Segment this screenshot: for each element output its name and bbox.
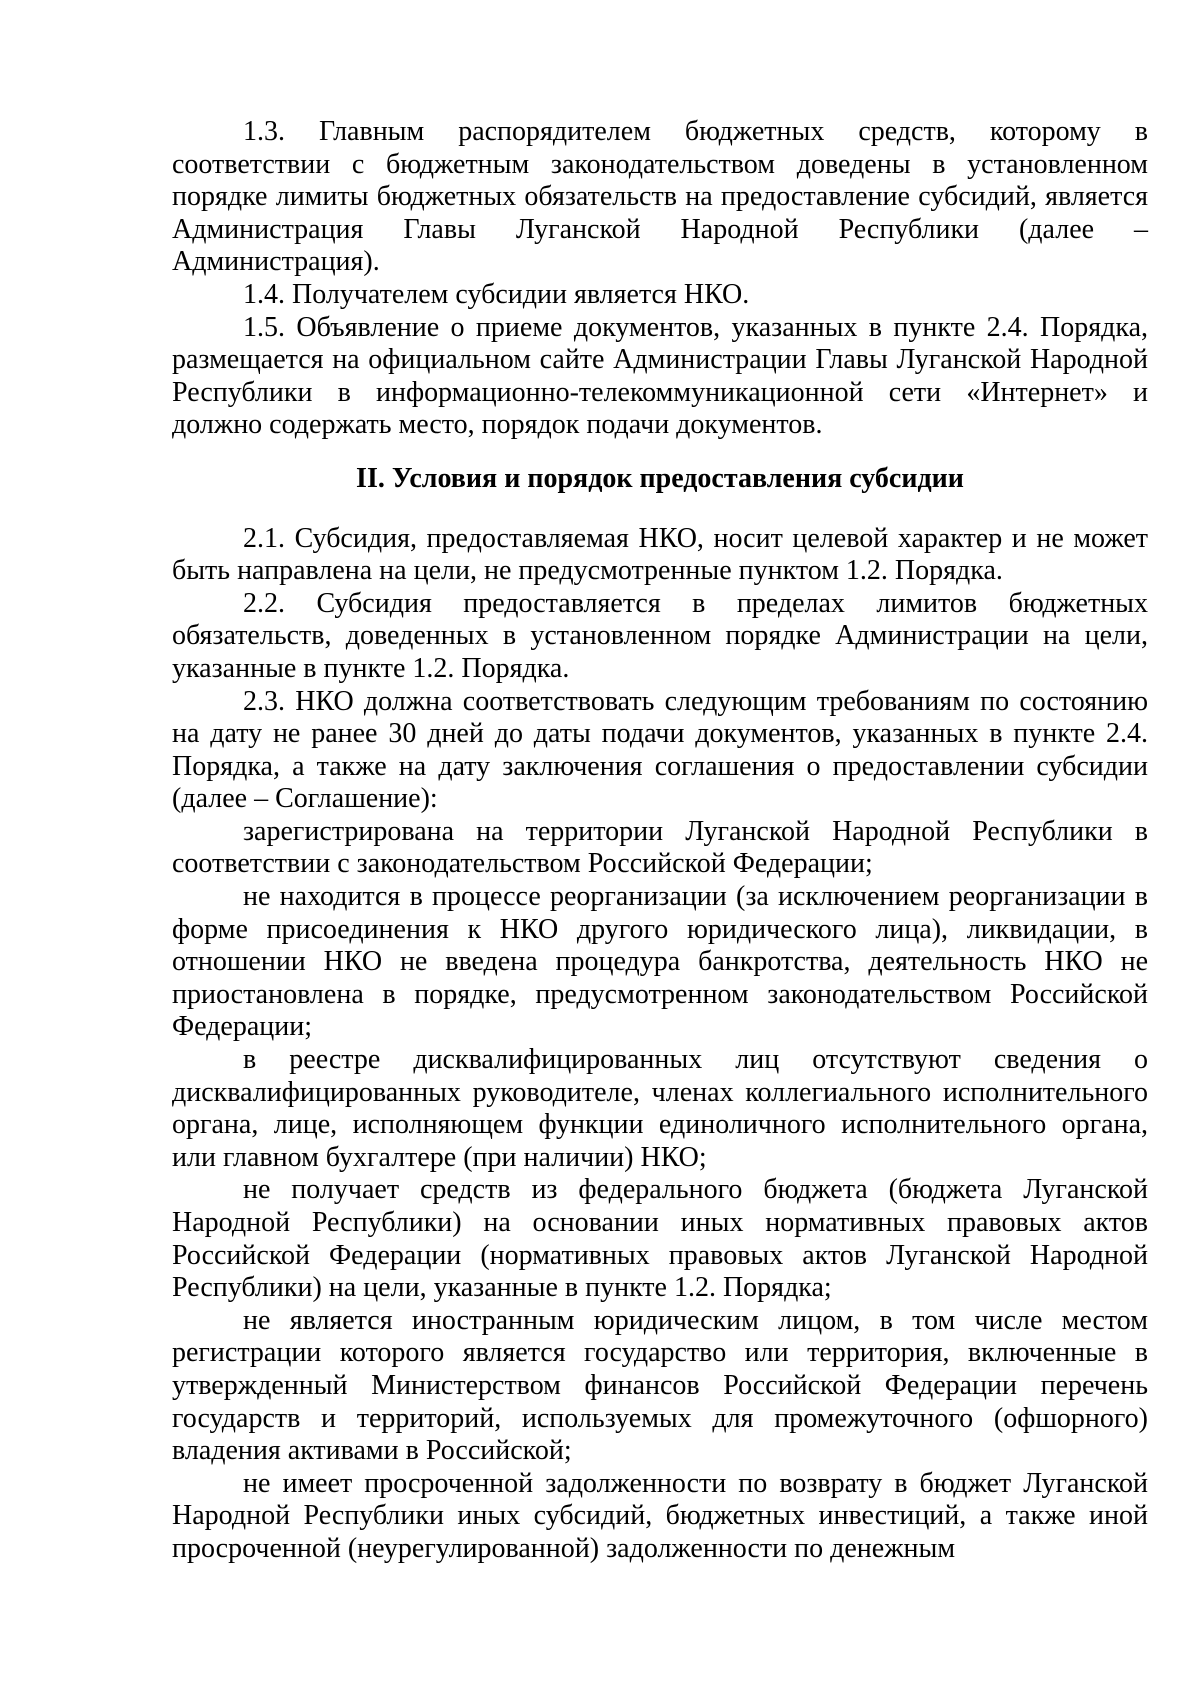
- requirement-registered: зарегистрирована на территории Луганской Народной Республики в соответствии с законодательством Российской Федерации;: [172, 815, 1148, 880]
- requirement-no-disqualified: в реестре дисквалифицированных лиц отсутствуют сведения о дисквалифицированных руководителе, членах коллегиального исполнительного органа, лице, исполняющем функции единоличного исполнительного органа, или главном бухгалтере (при наличии) НКО;: [172, 1044, 1148, 1173]
- paragraph-1-3: 1.3. Главным распорядителем бюджетных средств, которому в соответствии с бюджетным законодательством доведены в установленном порядке лимиты бюджетных обязательств на предоставление субсидий, является Администрация Главы Луганской Народной Республики (далее – Администрация).: [172, 116, 1148, 278]
- paragraph-2-3: 2.3. НКО должна соответствовать следующим требованиям по состоянию на дату не ранее 30 дней до даты подачи документов, указанных в пункте 2.4. Порядка, а также на дату заключения соглашения о предоставлении субсидии (далее – Соглашение):: [172, 685, 1148, 815]
- paragraph-2-2: 2.2. Субсидия предоставляется в пределах лимитов бюджетных обязательств, доведенных в установленном порядке Администрации на цели, указанные в пункте 1.2. Порядка.: [172, 587, 1148, 684]
- requirement-no-other-funds: не получает средств из федерального бюджета (бюджета Луганской Народной Республики) на основании иных нормативных правовых актов Российской Федерации (нормативных правовых актов Луганской Народной Республики) на цели, указанные в пункте 1.2. Порядка;: [172, 1174, 1148, 1304]
- requirement-no-debt: не имеет просроченной задолженности по возврату в бюджет Луганской Народной Республики иных субсидий, бюджетных инвестиций, а также иной просроченной (неурегулированной) задолженности по денежным: [172, 1467, 1148, 1564]
- paragraph-1-5: 1.5. Объявление о приеме документов, указанных в пункте 2.4. Порядка, размещается на официальном сайте Администрации Главы Луганской Народной Республики в информационно-телекоммуникационной сети «Интернет» и должно содержать место, порядок подачи документов.: [172, 311, 1148, 441]
- paragraph-2-1: 2.1. Субсидия, предоставляемая НКО, носит целевой характер и не может быть направлена на цели, не предусмотренные пунктом 1.2. Порядка.: [172, 522, 1148, 587]
- section-heading: II. Условия и порядок предоставления субсидии: [356, 462, 964, 494]
- document-body: [172, 116, 1148, 1566]
- paragraph-1-4: 1.4. Получателем субсидии является НКО.: [243, 278, 750, 310]
- requirement-not-foreign: не является иностранным юридическим лицом, в том числе местом регистрации которого является государство или территория, включенные в утвержденный Министерством финансов Российской Федерации перечень государств и территорий, используемых для промежуточного (офшорного) владения активами в Российской;: [172, 1304, 1148, 1467]
- requirement-no-reorganization: не находится в процессе реорганизации (за исключением реорганизации в форме присоединения к НКО другого юридического лица), ликвидации, в отношении НКО не введена процедура банкротства, деятельность НКО не приостановлена в порядке, предусмотренном законодательством Российской Федерации;: [172, 881, 1148, 1043]
